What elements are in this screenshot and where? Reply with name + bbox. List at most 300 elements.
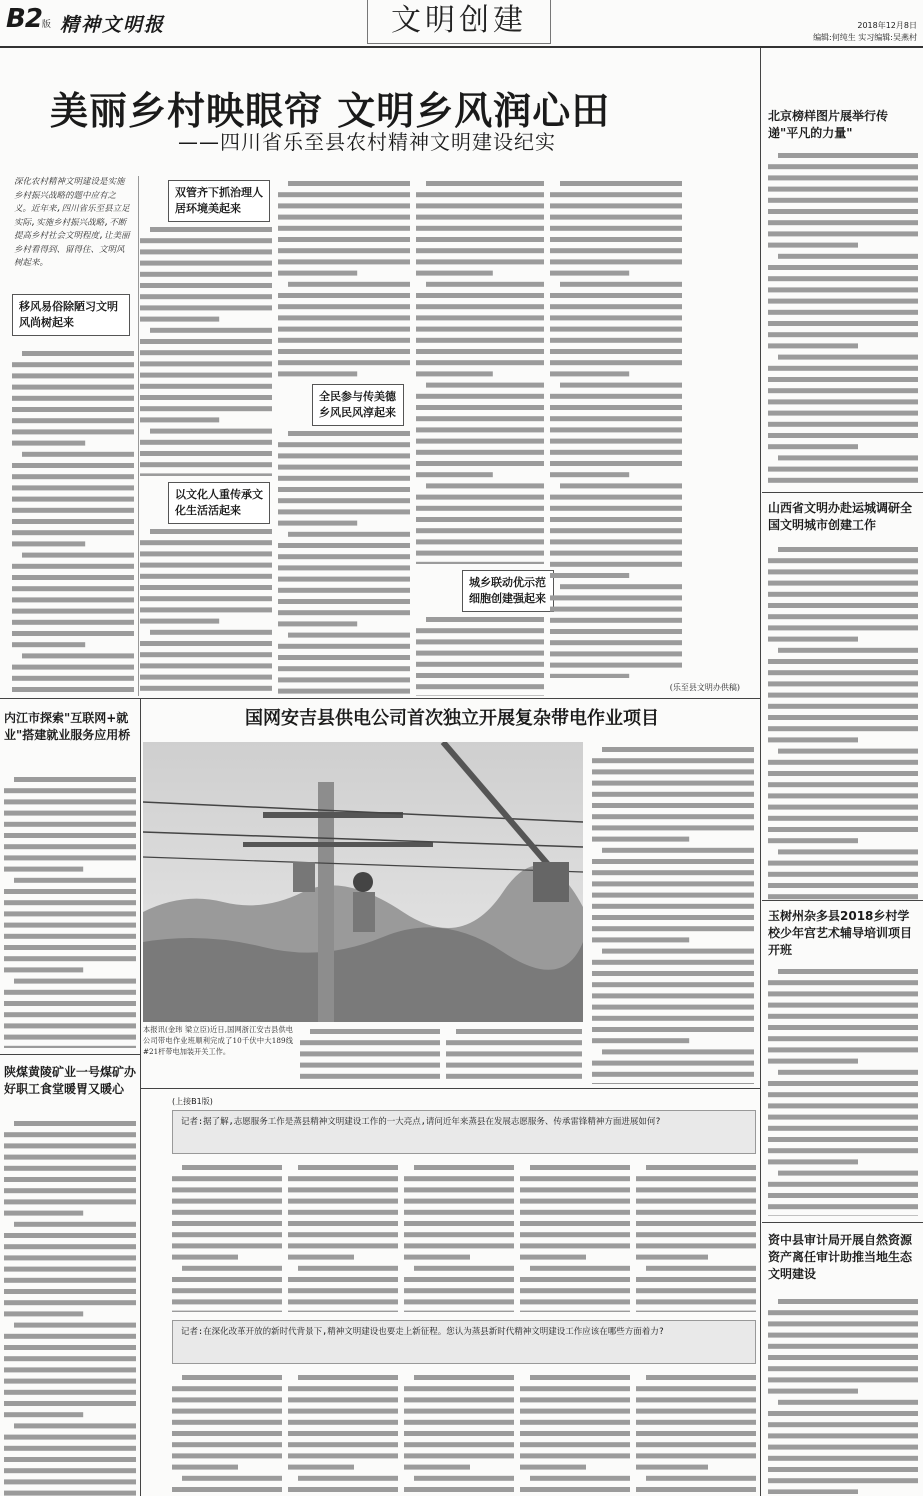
interview-body-10 [636, 1370, 756, 1494]
text-line [646, 1375, 756, 1380]
text-line [416, 215, 544, 220]
text-lines-texture [520, 1370, 630, 1494]
text-line [140, 585, 272, 590]
text-line [768, 614, 918, 619]
text-line [768, 637, 858, 642]
text-line [4, 799, 136, 804]
text-line [4, 1390, 136, 1395]
text-line [550, 192, 682, 197]
text-line [768, 1047, 918, 1052]
text-line [560, 383, 682, 388]
text-lines-texture [446, 1024, 582, 1084]
text-line [768, 265, 918, 270]
text-line [550, 237, 682, 242]
text-line [140, 283, 272, 288]
text-line [520, 1199, 630, 1204]
text-line [288, 1288, 398, 1293]
text-line [636, 1299, 756, 1304]
text-line [140, 238, 272, 243]
text-line [768, 198, 918, 203]
text-line [592, 837, 689, 842]
text-line [416, 539, 544, 544]
text-line [288, 1176, 398, 1181]
text-line [278, 509, 410, 514]
text-line [278, 259, 410, 264]
text-line [416, 237, 544, 242]
text-line [768, 321, 918, 326]
text-line [172, 1277, 282, 1282]
text-line [298, 1165, 398, 1170]
text-line [4, 900, 136, 905]
text-line [768, 1204, 918, 1209]
text-line [768, 670, 918, 675]
text-line [4, 911, 136, 916]
text-line [520, 1210, 630, 1215]
text-line [550, 327, 682, 332]
text-line [778, 1171, 918, 1176]
text-line [550, 607, 682, 612]
text-line [416, 248, 544, 253]
text-line [172, 1288, 282, 1293]
text-line [278, 248, 410, 253]
text-line [404, 1442, 514, 1447]
text-line [300, 1063, 440, 1068]
text-lines-texture [140, 222, 272, 476]
main-subheadline: ——四川省乐至县农村精神文明建设纪实 [178, 130, 556, 154]
text-line [140, 563, 272, 568]
text-line [768, 1422, 918, 1427]
sidebar-right-body-3 [768, 964, 918, 1216]
text-line [12, 463, 134, 468]
text-line [416, 226, 544, 231]
text-line [768, 243, 858, 248]
text-line [550, 360, 682, 365]
text-line [140, 395, 272, 400]
text-line [298, 1375, 398, 1380]
text-line [768, 1445, 918, 1450]
newspaper-name: 精神文明报 [60, 14, 166, 36]
text-line [12, 497, 134, 502]
text-line [768, 388, 918, 393]
text-line [278, 215, 410, 220]
text-line [404, 1431, 514, 1436]
text-line [778, 749, 918, 754]
text-line [140, 361, 272, 366]
text-line [446, 1040, 582, 1045]
text-line [768, 894, 918, 899]
text-line [426, 282, 544, 287]
text-line [602, 1049, 754, 1054]
text-line [592, 926, 754, 931]
text-line [404, 1277, 514, 1282]
text-line [416, 427, 544, 432]
text-line [550, 651, 682, 656]
text-line [550, 472, 629, 477]
text-line [636, 1176, 756, 1181]
text-line [592, 1016, 754, 1021]
text-line [416, 203, 544, 208]
text-line [416, 662, 544, 667]
text-line [310, 1029, 440, 1034]
text-line [288, 532, 410, 537]
text-line [416, 394, 544, 399]
text-line [12, 418, 134, 423]
text-lines-texture [288, 1160, 398, 1312]
text-line [4, 956, 136, 961]
text-line [278, 327, 410, 332]
text-line [636, 1431, 756, 1436]
text-line [140, 272, 272, 277]
text-line [416, 259, 544, 264]
text-line [288, 1386, 398, 1391]
text-line [288, 1210, 398, 1215]
text-line [768, 1092, 918, 1097]
text-line [140, 619, 219, 624]
text-line [768, 422, 918, 427]
text-line [768, 343, 858, 348]
text-line [768, 1456, 918, 1461]
text-line [12, 508, 134, 513]
text-line [636, 1311, 756, 1312]
text-line [768, 603, 918, 608]
text-line [140, 663, 272, 668]
text-line [278, 655, 410, 660]
text-line [602, 949, 754, 954]
text-line [416, 562, 544, 564]
text-line [12, 597, 134, 602]
text-line [636, 1397, 756, 1402]
text-line [4, 811, 136, 816]
text-line [404, 1176, 514, 1181]
text-line [4, 1211, 83, 1216]
text-line [768, 991, 918, 996]
text-line [416, 293, 544, 298]
text-line [446, 1074, 582, 1079]
text-line [778, 547, 918, 552]
text-line [404, 1453, 514, 1458]
text-line [12, 631, 134, 636]
text-line [278, 554, 410, 559]
text-line [12, 620, 134, 625]
text-line [592, 915, 754, 920]
text-line [768, 332, 918, 337]
text-line [172, 1243, 282, 1248]
text-line [12, 541, 85, 546]
text-line [278, 621, 357, 626]
text-line [520, 1243, 630, 1248]
text-line [768, 883, 918, 888]
text-line [22, 553, 134, 558]
power-body-2 [446, 1024, 582, 1084]
text-line [278, 599, 410, 604]
article-body-col2a [140, 222, 272, 476]
text-line [768, 1215, 918, 1216]
text-line [520, 1176, 630, 1181]
power-photo [143, 742, 583, 1022]
text-line [520, 1311, 630, 1312]
text-line [768, 1059, 858, 1064]
text-line [550, 674, 629, 678]
text-line [636, 1232, 756, 1237]
text-line [768, 1003, 918, 1008]
text-line [550, 405, 682, 410]
text-line [768, 726, 918, 731]
text-line [4, 1255, 136, 1260]
text-line [4, 1479, 136, 1484]
interview-body-9 [520, 1370, 630, 1494]
text-line [416, 639, 544, 644]
text-line [150, 227, 272, 232]
text-line [592, 870, 754, 875]
text-line [768, 411, 918, 416]
text-line [4, 1132, 136, 1137]
text-line [550, 461, 682, 466]
text-line [768, 377, 918, 382]
text-line [278, 338, 410, 343]
text-line [12, 586, 134, 591]
text-line [182, 1476, 282, 1481]
interview-body-8 [404, 1370, 514, 1494]
text-lines-texture [140, 524, 272, 696]
text-line [140, 473, 272, 476]
text-line [288, 181, 410, 186]
text-line [426, 617, 544, 622]
text-line [404, 1465, 470, 1470]
text-line [4, 1457, 136, 1462]
text-line [636, 1420, 756, 1425]
text-line [140, 551, 272, 556]
text-line [404, 1243, 514, 1248]
interview-body-5 [636, 1160, 756, 1312]
text-lines-texture [404, 1160, 514, 1312]
text-line [150, 529, 272, 534]
text-line [520, 1187, 630, 1192]
text-line [140, 451, 272, 456]
text-line [550, 203, 682, 208]
text-line [592, 1072, 754, 1077]
subhead-4: 全民参与传美德乡风民风淳起来 [312, 384, 404, 426]
text-line [14, 878, 136, 883]
text-line [550, 349, 682, 354]
interview-question-1: 记者:据了解,志愿服务工作是蒸县精神文明建设工作的一大亮点,请问近年来蒸县在发展志愿服务、传承雷锋精神方面进展如何? [172, 1110, 756, 1154]
text-line [592, 803, 754, 808]
text-lines-texture [416, 176, 544, 564]
text-line [4, 1012, 136, 1017]
utility-pole-image [143, 742, 583, 1022]
text-line [636, 1221, 756, 1226]
text-line [278, 371, 357, 376]
text-line [278, 476, 410, 481]
text-line [298, 1476, 398, 1481]
article-credit: (乐至县文明办供稿) [669, 683, 740, 692]
text-line [4, 1244, 136, 1249]
text-line [278, 293, 410, 298]
text-line [416, 360, 544, 365]
text-line [768, 737, 858, 742]
text-lines-texture [278, 176, 410, 378]
interview-body-1 [172, 1160, 282, 1312]
interview-body-3 [404, 1160, 514, 1312]
masthead-rule [0, 46, 923, 48]
text-line [278, 453, 410, 458]
text-line [172, 1187, 282, 1192]
text-line [4, 1035, 136, 1040]
text-line [414, 1266, 514, 1271]
text-line [150, 630, 272, 635]
text-line [636, 1465, 708, 1470]
column-divider [138, 176, 139, 696]
text-line [416, 461, 544, 466]
text-line [172, 1176, 282, 1181]
text-line [12, 609, 134, 614]
text-line [768, 467, 918, 472]
text-line [416, 439, 544, 444]
text-line [768, 1103, 918, 1108]
text-line [530, 1266, 630, 1271]
text-lines-texture [172, 1370, 282, 1494]
text-line [768, 1489, 858, 1494]
text-lines-texture [12, 346, 134, 696]
text-line [416, 651, 544, 656]
article-body-col3a [278, 176, 410, 378]
text-line [768, 209, 918, 214]
text-line [278, 577, 410, 582]
text-line [550, 528, 682, 533]
text-line [592, 904, 754, 909]
text-lines-texture [636, 1370, 756, 1494]
text-line [592, 859, 754, 864]
text-line [768, 760, 918, 765]
sidebar-left-rule [0, 1054, 140, 1055]
text-line [768, 581, 918, 586]
power-body-3 [592, 742, 754, 1084]
article-body-col2b [140, 524, 272, 696]
text-line [768, 1193, 918, 1198]
text-line [150, 429, 272, 434]
text-lines-texture [172, 1160, 282, 1312]
text-line [4, 855, 136, 860]
text-line [560, 282, 682, 287]
text-line [550, 271, 629, 276]
text-line [140, 305, 272, 310]
text-line [404, 1210, 514, 1215]
text-line [550, 663, 682, 668]
text-line [278, 304, 410, 309]
text-line [636, 1210, 756, 1215]
text-line [404, 1199, 514, 1204]
text-line [4, 1367, 136, 1372]
text-line [768, 1115, 918, 1120]
text-line [140, 675, 272, 680]
text-line [288, 1232, 398, 1237]
text-line [288, 1442, 398, 1447]
text-line [768, 1148, 918, 1153]
text-lines-texture [768, 542, 918, 902]
text-line [636, 1255, 708, 1260]
text-line [520, 1386, 630, 1391]
power-body-1 [300, 1024, 440, 1084]
text-line [4, 1199, 136, 1204]
text-line [550, 506, 682, 511]
text-line [768, 1014, 918, 1019]
text-line [278, 192, 410, 197]
text-lines-texture [768, 148, 918, 486]
text-line [172, 1409, 282, 1414]
text-line [4, 1278, 136, 1283]
text-line [278, 588, 410, 593]
text-line [550, 439, 682, 444]
text-line [550, 293, 682, 298]
text-line [520, 1221, 630, 1226]
interview-body-4 [520, 1160, 630, 1312]
text-line [288, 1453, 398, 1458]
text-line [150, 328, 272, 333]
text-line [416, 349, 544, 354]
text-line [182, 1266, 282, 1271]
text-line [768, 1025, 918, 1030]
text-line [288, 1277, 398, 1282]
subhead-3: 以文化人重传承文化生活活起来 [168, 482, 270, 524]
article-body-col4a [416, 176, 544, 564]
text-line [12, 665, 134, 670]
text-line [4, 1155, 136, 1160]
text-line [404, 1397, 514, 1402]
text-line [778, 455, 918, 460]
text-line [404, 1386, 514, 1391]
text-line [768, 569, 918, 574]
text-line [288, 1409, 398, 1414]
text-line [550, 315, 682, 320]
text-line [140, 440, 272, 445]
text-line [404, 1311, 514, 1312]
sidebar-right-rule-3 [762, 1222, 923, 1223]
text-line [404, 1420, 514, 1425]
text-line [278, 349, 410, 354]
text-line [520, 1487, 630, 1492]
text-line [778, 254, 918, 259]
text-line [592, 781, 754, 786]
text-line [768, 1366, 918, 1371]
text-line [288, 1431, 398, 1436]
text-line [14, 1323, 136, 1328]
text-line [278, 565, 410, 570]
text-line [636, 1453, 756, 1458]
text-line [12, 407, 134, 412]
text-line [592, 814, 754, 819]
text-line [4, 1468, 136, 1473]
text-line [4, 1334, 136, 1339]
text-line [4, 1311, 83, 1316]
text-line [140, 574, 272, 579]
text-line [550, 640, 682, 645]
text-line [416, 684, 544, 689]
text-line [4, 1233, 136, 1238]
text-line [414, 1476, 514, 1481]
text-line [278, 644, 410, 649]
text-line [768, 1159, 858, 1164]
text-lines-texture [288, 1370, 398, 1494]
text-line [4, 822, 136, 827]
text-line [140, 596, 272, 601]
text-line [636, 1277, 756, 1282]
editor-line: 编辑:何纯生 实习编辑:吴燕村 [813, 33, 917, 42]
text-line [768, 681, 918, 686]
text-line [646, 1476, 756, 1481]
text-line [768, 433, 918, 438]
text-line [768, 793, 918, 798]
text-line [768, 1389, 858, 1394]
text-line [4, 889, 136, 894]
